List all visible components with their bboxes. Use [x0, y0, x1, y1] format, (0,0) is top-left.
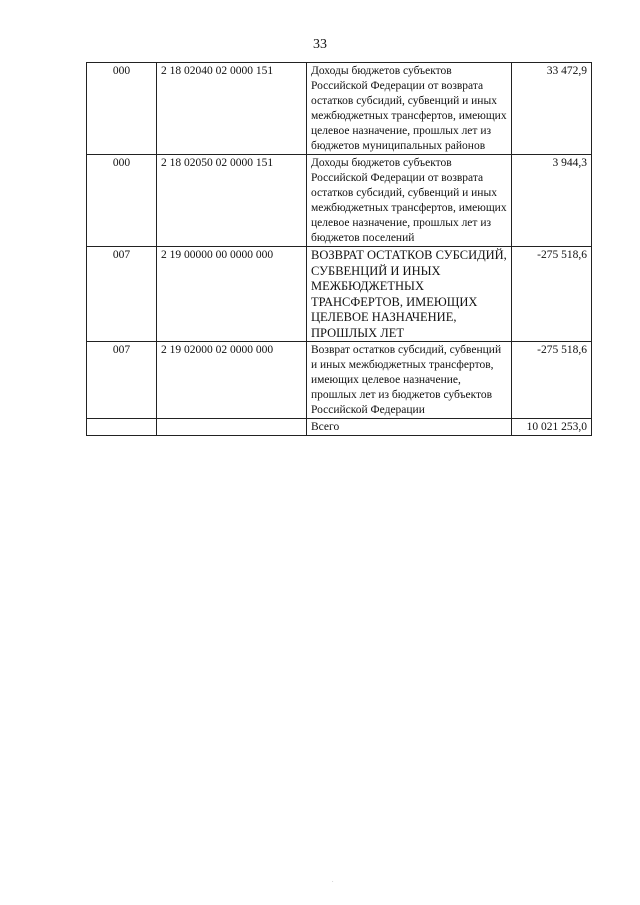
- table-row: [87, 342, 592, 419]
- table-row: [87, 63, 592, 155]
- amount-cell: -275 518,6: [512, 342, 592, 419]
- table-row: [87, 155, 592, 247]
- admin-code-cell: 007: [87, 342, 157, 419]
- empty-cell: [87, 419, 157, 436]
- admin-code-cell: 007: [87, 247, 157, 342]
- table-row: [87, 247, 592, 342]
- revenue-name-cell: Возврат остатков субсидий, субвенций и иных межбюджетных трансфертов, имеющих целевое назначение, прошлых лет из бюджетов субъектов Российской Федерации: [307, 342, 512, 419]
- total-amount: 10 021 253,0: [512, 419, 592, 436]
- amount-cell: -275 518,6: [512, 247, 592, 342]
- budget-classification-code-cell: 2 18 02040 02 0000 151: [157, 63, 307, 155]
- total-row: [87, 419, 592, 436]
- revenue-name-cell: Доходы бюджетов субъектов Российской Федерации от возврата остатков субсидий, субвенций и иных межбюджетных трансфертов, имеющих целевое назначение, прошлых лет из бюджетов поселений: [307, 155, 512, 247]
- page-number: 33: [313, 37, 327, 52]
- revenue-name-cell: Доходы бюджетов субъектов Российской Федерации от возврата остатков субсидий, субвенций и иных межбюджетных трансфертов, имеющих целевое назначение, прошлых лет из бюджетов муниципальных районов: [307, 63, 512, 155]
- footer-mark: .: [332, 878, 334, 884]
- amount-cell: 3 944,3: [512, 155, 592, 247]
- budget-classification-code-cell: 2 19 02000 02 0000 000: [157, 342, 307, 419]
- amount-cell: 33 472,9: [512, 63, 592, 155]
- budget-classification-code-cell: 2 18 02050 02 0000 151: [157, 155, 307, 247]
- revenue-table: [86, 62, 592, 436]
- admin-code-cell: 000: [87, 155, 157, 247]
- budget-classification-code-cell: 2 19 00000 00 0000 000: [157, 247, 307, 342]
- total-label: Всего: [307, 419, 512, 436]
- revenue-name-cell: ВОЗВРАТ ОСТАТКОВ СУБСИДИЙ, СУБВЕНЦИЙ И ИНЫХ МЕЖБЮДЖЕТНЫХ ТРАНСФЕРТОВ, ИМЕЮЩИХ ЦЕЛЕВОЕ НАЗНАЧЕНИЕ, ПРОШЛЫХ ЛЕТ: [307, 247, 512, 342]
- empty-cell: [157, 419, 307, 436]
- admin-code-cell: 000: [87, 63, 157, 155]
